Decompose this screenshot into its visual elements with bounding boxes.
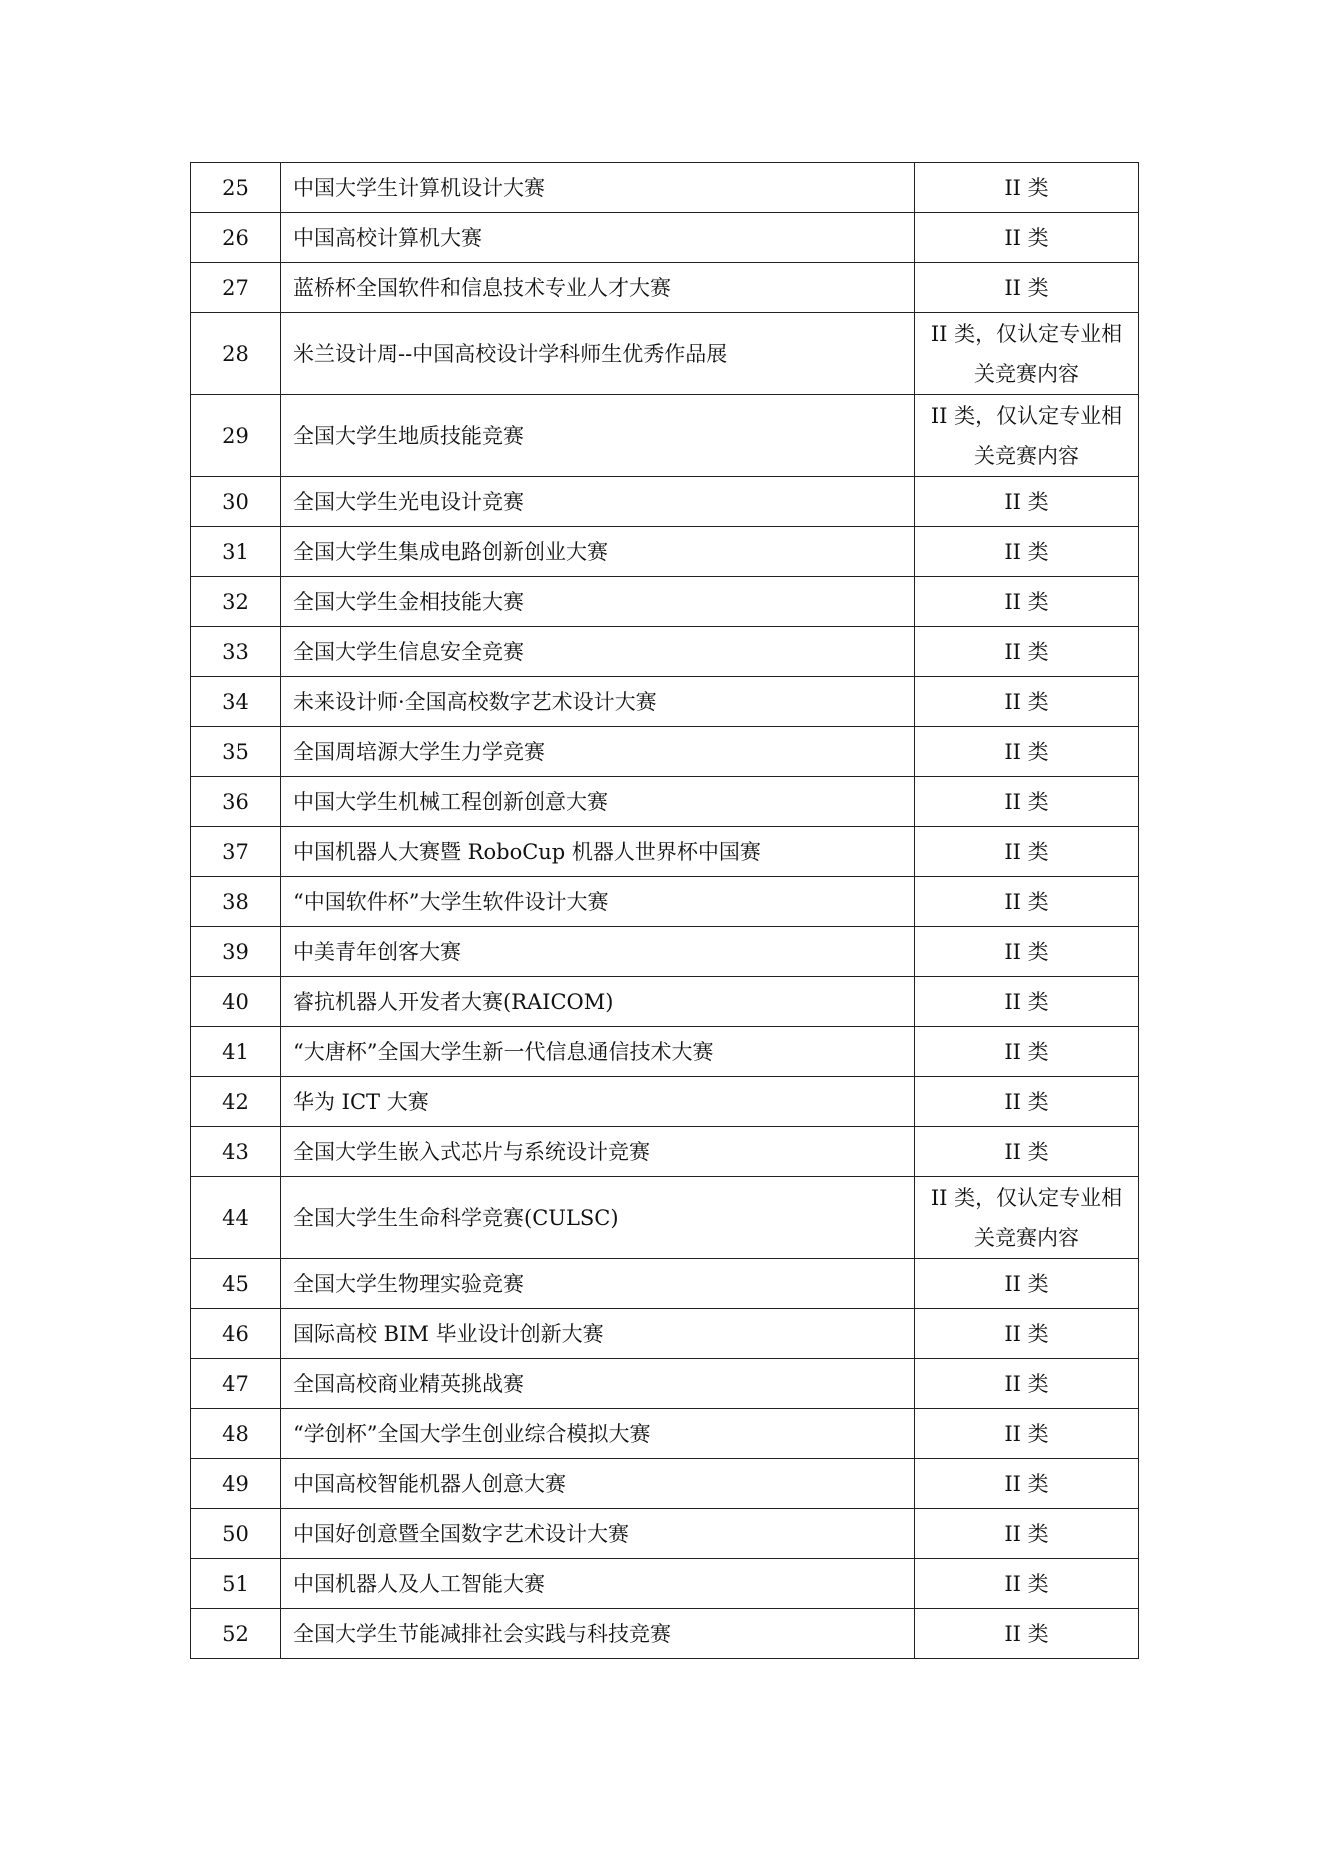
- table-row: [191, 263, 1139, 313]
- competition-category: II 类: [915, 477, 1139, 527]
- table-row: [191, 313, 1139, 395]
- row-number: 51: [191, 1559, 281, 1609]
- competition-name: 未来设计师·全国高校数字艺术设计大赛: [281, 677, 915, 727]
- competition-name: 全国高校商业精英挑战赛: [281, 1359, 915, 1409]
- competition-name: 全国大学生金相技能大赛: [281, 577, 915, 627]
- competition-category: II 类: [915, 1509, 1139, 1559]
- competition-category: II 类: [915, 1559, 1139, 1609]
- table-row: [191, 877, 1139, 927]
- table-row: [191, 827, 1139, 877]
- row-number: 32: [191, 577, 281, 627]
- competition-name: “学创杯”全国大学生创业综合模拟大赛: [281, 1409, 915, 1459]
- competition-name: 中国大学生计算机设计大赛: [281, 163, 915, 213]
- competition-category: II 类: [915, 577, 1139, 627]
- competition-category: II 类: [915, 527, 1139, 577]
- row-number: 37: [191, 827, 281, 877]
- table-row: [191, 677, 1139, 727]
- table-row: [191, 163, 1139, 213]
- row-number: 35: [191, 727, 281, 777]
- row-number: 44: [191, 1177, 281, 1259]
- competition-category: II 类: [915, 163, 1139, 213]
- competition-category: II 类: [915, 1027, 1139, 1077]
- row-number: 50: [191, 1509, 281, 1559]
- competition-name: 中美青年创客大赛: [281, 927, 915, 977]
- competition-name: 华为 ICT 大赛: [281, 1077, 915, 1127]
- competition-category: II 类: [915, 927, 1139, 977]
- competition-name: 睿抗机器人开发者大赛(RAICOM): [281, 977, 915, 1027]
- table-row: [191, 1609, 1139, 1659]
- competition-name: 中国好创意暨全国数字艺术设计大赛: [281, 1509, 915, 1559]
- competition-category: II 类: [915, 677, 1139, 727]
- competition-category: II 类: [915, 213, 1139, 263]
- table-row: [191, 527, 1139, 577]
- competition-name: 全国大学生节能减排社会实践与科技竞赛: [281, 1609, 915, 1659]
- competition-category: II 类: [915, 727, 1139, 777]
- row-number: 41: [191, 1027, 281, 1077]
- competition-name: 中国高校计算机大赛: [281, 213, 915, 263]
- table-row: [191, 627, 1139, 677]
- competition-name: 全国周培源大学生力学竞赛: [281, 727, 915, 777]
- row-number: 48: [191, 1409, 281, 1459]
- table-row: [191, 1309, 1139, 1359]
- competition-table: [190, 162, 1139, 1659]
- table-row: [191, 577, 1139, 627]
- table-row: [191, 1559, 1139, 1609]
- competition-name: 中国机器人及人工智能大赛: [281, 1559, 915, 1609]
- competition-name: “大唐杯”全国大学生新一代信息通信技术大赛: [281, 1027, 915, 1077]
- table-row: [191, 1259, 1139, 1309]
- competition-name: 全国大学生地质技能竞赛: [281, 395, 915, 477]
- competition-name: 米兰设计周--中国高校设计学科师生优秀作品展: [281, 313, 915, 395]
- competition-name: 全国大学生集成电路创新创业大赛: [281, 527, 915, 577]
- table-row: [191, 977, 1139, 1027]
- table-row: [191, 1127, 1139, 1177]
- competition-category: II 类: [915, 827, 1139, 877]
- table-row: [191, 927, 1139, 977]
- competition-name: 全国大学生嵌入式芯片与系统设计竞赛: [281, 1127, 915, 1177]
- row-number: 33: [191, 627, 281, 677]
- row-number: 40: [191, 977, 281, 1027]
- row-number: 43: [191, 1127, 281, 1177]
- competition-category: II 类: [915, 263, 1139, 313]
- table-row: [191, 1359, 1139, 1409]
- row-number: 47: [191, 1359, 281, 1409]
- competition-category: II 类: [915, 1309, 1139, 1359]
- competition-category: II 类: [915, 977, 1139, 1027]
- competition-name: 全国大学生信息安全竞赛: [281, 627, 915, 677]
- competition-category: II 类，仅认定专业相关竞赛内容: [915, 313, 1139, 395]
- row-number: 34: [191, 677, 281, 727]
- row-number: 29: [191, 395, 281, 477]
- competition-category: II 类: [915, 1609, 1139, 1659]
- row-number: 26: [191, 213, 281, 263]
- table-row: [191, 727, 1139, 777]
- row-number: 31: [191, 527, 281, 577]
- table-body: [191, 163, 1139, 1659]
- row-number: 27: [191, 263, 281, 313]
- row-number: 46: [191, 1309, 281, 1359]
- competition-category: II 类: [915, 1259, 1139, 1309]
- competition-category: II 类: [915, 877, 1139, 927]
- competition-category: II 类: [915, 1127, 1139, 1177]
- competition-category: II 类: [915, 777, 1139, 827]
- table-row: [191, 1027, 1139, 1077]
- row-number: 38: [191, 877, 281, 927]
- competition-category: II 类: [915, 627, 1139, 677]
- table-row: [191, 1409, 1139, 1459]
- row-number: 49: [191, 1459, 281, 1509]
- table-row: [191, 777, 1139, 827]
- table-row: [191, 1509, 1139, 1559]
- row-number: 36: [191, 777, 281, 827]
- competition-name: 全国大学生物理实验竞赛: [281, 1259, 915, 1309]
- row-number: 28: [191, 313, 281, 395]
- table-row: [191, 213, 1139, 263]
- competition-name: 全国大学生生命科学竞赛(CULSC): [281, 1177, 915, 1259]
- row-number: 42: [191, 1077, 281, 1127]
- competition-name: 中国高校智能机器人创意大赛: [281, 1459, 915, 1509]
- table-row: [191, 1177, 1139, 1259]
- document-page: [190, 162, 1138, 1659]
- table-row: [191, 1077, 1139, 1127]
- competition-name: 全国大学生光电设计竞赛: [281, 477, 915, 527]
- competition-name: 中国大学生机械工程创新创意大赛: [281, 777, 915, 827]
- competition-name: “中国软件杯”大学生软件设计大赛: [281, 877, 915, 927]
- row-number: 45: [191, 1259, 281, 1309]
- row-number: 39: [191, 927, 281, 977]
- table-row: [191, 477, 1139, 527]
- competition-category: II 类: [915, 1359, 1139, 1409]
- row-number: 25: [191, 163, 281, 213]
- competition-category: II 类: [915, 1077, 1139, 1127]
- row-number: 30: [191, 477, 281, 527]
- competition-category: II 类: [915, 1459, 1139, 1509]
- table-row: [191, 1459, 1139, 1509]
- competition-name: 国际高校 BIM 毕业设计创新大赛: [281, 1309, 915, 1359]
- competition-category: II 类，仅认定专业相关竞赛内容: [915, 395, 1139, 477]
- competition-category: II 类: [915, 1409, 1139, 1459]
- row-number: 52: [191, 1609, 281, 1659]
- competition-name: 蓝桥杯全国软件和信息技术专业人才大赛: [281, 263, 915, 313]
- competition-name: 中国机器人大赛暨 RoboCup 机器人世界杯中国赛: [281, 827, 915, 877]
- competition-category: II 类，仅认定专业相关竞赛内容: [915, 1177, 1139, 1259]
- table-row: [191, 395, 1139, 477]
